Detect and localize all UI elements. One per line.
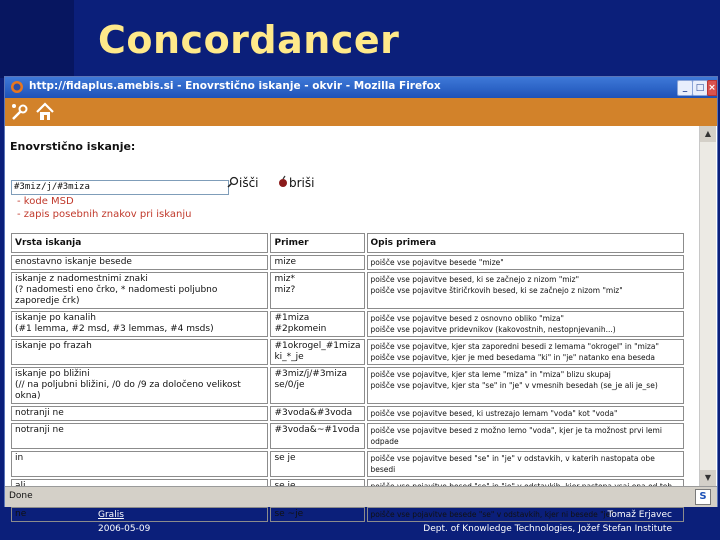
description-cell: poišče vse pojavitve besed z osnovno obliko "miza" poišče vse pojavitve pridevnikov (kakovostnih, nestopnjevanih...) xyxy=(367,311,685,337)
page-heading: Enovrstično iskanje: xyxy=(10,140,136,153)
example-cell: mize xyxy=(270,255,364,270)
example-cell: #1miza #2pkomein xyxy=(270,311,364,337)
column-header: Vrsta iskanja xyxy=(11,233,268,253)
firefox-icon xyxy=(10,80,24,94)
table-row xyxy=(11,272,684,309)
eraser-icon xyxy=(277,176,289,188)
search-type-cell: notranji ne xyxy=(11,406,268,421)
magnifier-icon xyxy=(227,176,239,188)
example-cell: #3voda&~#1voda xyxy=(270,423,364,449)
search-types-table xyxy=(9,231,686,524)
status-text: Done xyxy=(9,491,33,501)
description-cell: poišče vse pojavitve besed z možno lemo "voda", kjer je ta možnost prvi lemi odpade xyxy=(367,423,685,449)
window-title: http://fidaplus.amebis.si - Enovrstično iskanje - okvir - Mozilla Firefox xyxy=(29,80,441,92)
maximize-button[interactable]: □ xyxy=(692,80,708,96)
description-cell: poišče vse pojavitve besed, ki ustrezajo lemam "voda" kot "voda" xyxy=(367,406,685,421)
example-cell: #1okrogel_#1miza ki_*_je xyxy=(270,339,364,365)
slide-title: Concordancer xyxy=(98,18,400,62)
footer-left xyxy=(98,508,150,536)
search-type-cell: iskanje po bližini (// na poljubni bližini, /0 do /9 za določeno velikost okna) xyxy=(11,367,268,404)
example-cell: #3voda&#3voda xyxy=(270,406,364,421)
description-cell: poišče vse pojavitve besed "se" in "je" v odstavkih, v katerih nastopata obe besedi xyxy=(367,451,685,477)
example-cell: se je xyxy=(270,451,364,477)
close-button[interactable]: × xyxy=(707,80,717,96)
search-input[interactable] xyxy=(11,180,229,195)
table-row xyxy=(11,255,684,270)
search-type-cell: notranji ne xyxy=(11,423,268,449)
vertical-scrollbar[interactable] xyxy=(699,126,716,486)
example-cell: se ~je xyxy=(270,507,364,522)
table-row xyxy=(11,339,684,365)
minimize-button[interactable]: _ xyxy=(677,80,693,96)
footer-right xyxy=(423,508,672,536)
search-type-cell: iskanje po kanalih (#1 lemma, #2 msd, #3 lemmas, #4 msds) xyxy=(11,311,268,337)
scroll-up-button[interactable]: ▲ xyxy=(700,126,716,142)
description-cell: poišče vse pojavitve besed, ki se začnejo z nizom "miz" poišče vse pojavitve štiričrkovih besed, ki se začnejo z nizom "miz" xyxy=(367,272,685,309)
clear-button[interactable] xyxy=(277,176,314,194)
search-type-cell: iskanje po frazah xyxy=(11,339,268,365)
home-icon[interactable] xyxy=(35,102,55,122)
scroll-down-button[interactable]: ▼ xyxy=(700,470,716,486)
table-row xyxy=(11,423,684,449)
table-row xyxy=(11,311,684,337)
page-toolbar xyxy=(5,98,717,126)
description-cell: poišče vse pojavitve besede "mize" xyxy=(367,255,685,270)
status-icon[interactable]: S xyxy=(695,489,711,505)
description-cell: poišče vse pojavitve besede "se" v odstavkih, kjer ni besede "je" xyxy=(367,507,685,522)
footer-author: Tomaž Erjavec xyxy=(607,510,672,520)
footer-conference: Gralis xyxy=(98,510,124,520)
clear-button-label: briši xyxy=(289,176,315,190)
tools-icon[interactable] xyxy=(10,102,30,122)
slide-accent-bar xyxy=(0,0,74,78)
description-cell: poišče vse pojavitve, kjer sta leme "miza" in "miza" blizu skupaj poišče vse pojavitve, kjer sta "se" in "je" v vmesnih besedah (se_je ali je_se) xyxy=(367,367,685,404)
search-type-cell: enostavno iskanje besede xyxy=(11,255,268,270)
special-chars-link[interactable]: - zapis posebnih znakov pri iskanju xyxy=(17,209,192,220)
table-row xyxy=(11,406,684,421)
search-type-cell: iskanje z nadomestnimi znaki (? nadomesti eno črko, * nadomesti poljubno zaporedje črk) xyxy=(11,272,268,309)
status-bar xyxy=(5,486,717,507)
example-cell: miz* miz? xyxy=(270,272,364,309)
table-row xyxy=(11,367,684,404)
search-button-label: išči xyxy=(239,176,259,190)
table-row xyxy=(11,451,684,477)
window-titlebar xyxy=(5,77,717,98)
search-button[interactable] xyxy=(227,176,259,194)
column-header: Primer xyxy=(270,233,364,253)
table-header-row xyxy=(11,233,684,253)
description-cell: poišče vse pojavitve, kjer sta zaporedni besedi z lemama "okrogel" in "miza" poišče vse pojavitve, kjer je med besedama "ki" in "je" natanko ena beseda xyxy=(367,339,685,365)
search-type-cell: ne xyxy=(11,507,268,522)
column-header: Opis primera xyxy=(367,233,685,253)
msd-codes-link[interactable]: - kode MSD xyxy=(17,196,74,207)
footer-date: 2006-05-09 xyxy=(98,524,151,534)
footer-affiliation: Dept. of Knowledge Technologies, Jožef Stefan Institute xyxy=(423,524,672,534)
search-type-cell: in xyxy=(11,451,268,477)
example-cell: #3miz/j/#3miza se/0/je xyxy=(270,367,364,404)
